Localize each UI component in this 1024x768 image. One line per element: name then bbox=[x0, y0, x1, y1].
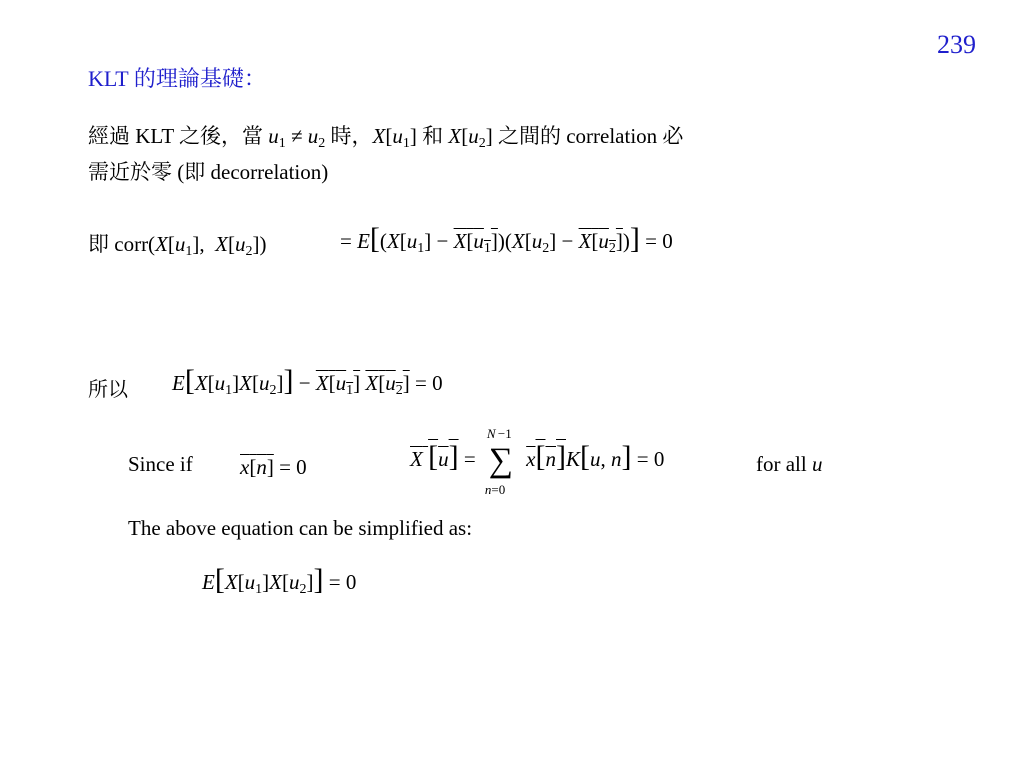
equation-mean-zero: x[n] = 0 bbox=[240, 455, 307, 479]
intro-text-1: 經過 KLT 之後，當 bbox=[88, 124, 264, 148]
equation-so: $E[X[u_1]X[u_2]] - X[u_1] X[u_2] = 0$ bbox=[172, 364, 443, 398]
intro-text-4: 之間的 correlation 必 bbox=[497, 124, 684, 148]
equation-corr: 即 $corr(X[u_1]$, $X[u_2]$) bbox=[88, 232, 267, 259]
intro-text-3: 和 bbox=[422, 124, 444, 148]
since-if-label: Since if bbox=[128, 452, 193, 476]
intro-text-2: 時， bbox=[330, 124, 373, 148]
simplify-text: The above equation can be simplified as: bbox=[128, 516, 473, 540]
for-all-text: for all bbox=[756, 452, 807, 476]
title-text: KLT 的理論基礎： bbox=[88, 66, 266, 91]
intro-text-5: 需近於零 (即 decorrelation) bbox=[88, 160, 329, 184]
so-label: 所以 bbox=[88, 377, 128, 401]
for-all-label: for all u bbox=[756, 452, 823, 476]
intro-line-2 bbox=[88, 156, 328, 186]
equation-transform: X [u] = N −1 ∑ n=0 x[n]K[u, n] = 0 bbox=[410, 426, 665, 498]
intro-line-1: 經過 KLT 之後，當 $u_1 \ne u_2$ 時，$X[u_1]$ 和 $X[u_2]$ 之間的 correlation 必 bbox=[88, 124, 684, 151]
slide-title bbox=[88, 62, 266, 93]
page-number: 239 bbox=[937, 30, 976, 59]
equation-corr-rhs: = $E[(X[u_1] - X[u_1])(X[u_2] - X[u_2])] = 0$ bbox=[340, 222, 673, 256]
equation-simplified: $E[X[u_1]X[u_2]] = 0$ bbox=[202, 563, 357, 597]
